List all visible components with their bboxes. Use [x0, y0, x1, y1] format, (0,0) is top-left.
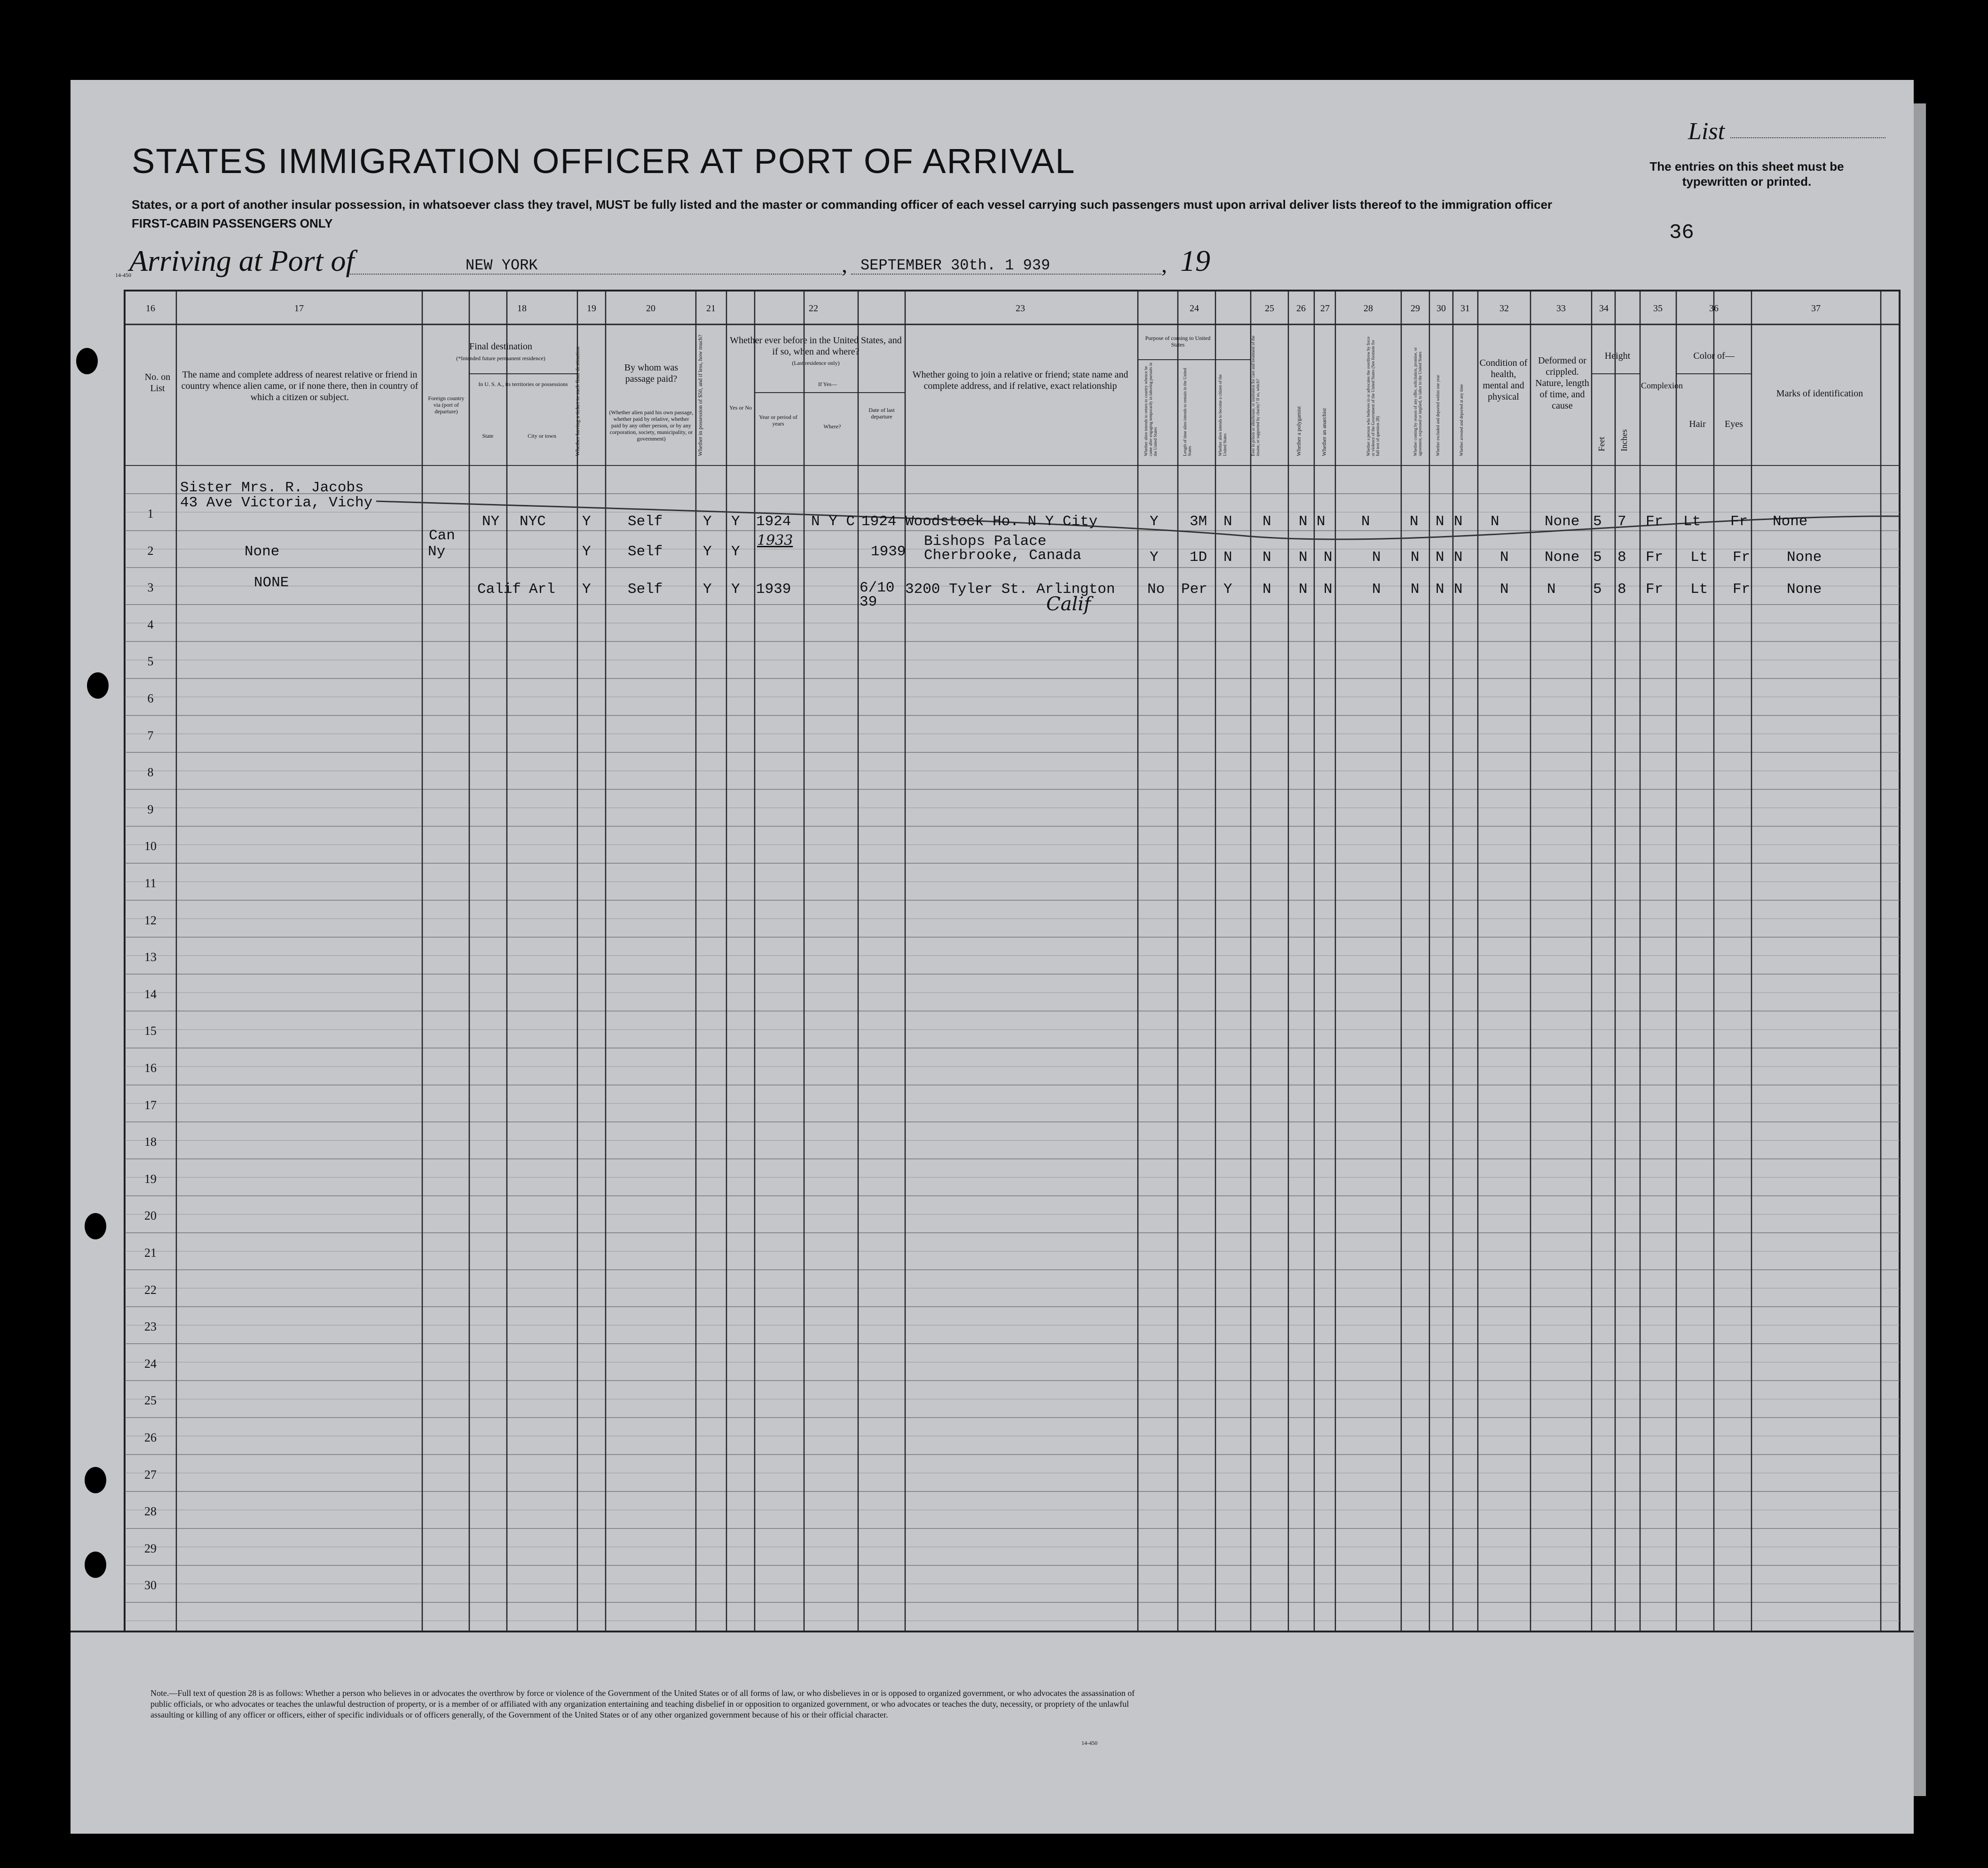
row3-paid: Self — [628, 581, 663, 598]
row-number: 24 — [144, 1356, 157, 1371]
row2-deformed: None — [1545, 549, 1580, 566]
row1-polygamist: N — [1299, 513, 1308, 530]
row2-prison: N — [1262, 549, 1271, 566]
column-number: 29 — [1411, 303, 1420, 314]
row3-inches: 8 — [1617, 581, 1626, 598]
row1-citizen: N — [1223, 513, 1232, 530]
row3-complexion: Fr — [1646, 581, 1664, 598]
column-number: 34 — [1599, 303, 1609, 314]
list-label: List — [1688, 118, 1725, 145]
arriving-label: Arriving at Port of — [129, 244, 355, 277]
row1-marks: None — [1773, 513, 1808, 530]
row1-q29: N — [1410, 513, 1419, 530]
header-ever-before-note: (Last residence only) — [792, 360, 840, 366]
row2-length: 1D — [1190, 549, 1207, 566]
header-q31: Whether arrested and deported at any time — [1459, 384, 1464, 456]
row2-health: N — [1500, 549, 1509, 566]
header-purpose-citizen: Whether alien intends to become a citizen of the United States — [1218, 374, 1227, 456]
header-purpose-return: Whether alien intends to return to country whence he came after engaging temporarily in laboring pursuits in the United States — [1144, 363, 1158, 456]
row2-q30: N — [1436, 549, 1444, 566]
row3-eyes: Fr — [1733, 581, 1751, 598]
row1-length: 3M — [1190, 513, 1207, 530]
row3-year: 1939 — [756, 581, 791, 598]
row-number: 3 — [147, 581, 154, 595]
column-number: 27 — [1320, 303, 1330, 314]
column-number: 25 — [1265, 303, 1274, 314]
column-number: 28 — [1364, 303, 1373, 314]
row2-relative: None — [245, 544, 280, 560]
row-number: 2 — [147, 544, 154, 558]
port-value: NEW YORK — [465, 257, 538, 274]
row-number: 17 — [144, 1098, 157, 1112]
row3-health: N — [1500, 581, 1509, 598]
row2-paid: Self — [628, 544, 663, 560]
column-number: 37 — [1811, 303, 1821, 314]
row2-citizen: N — [1223, 549, 1232, 566]
row-number: 1 — [147, 507, 154, 520]
row3-anarchist: N — [1324, 581, 1333, 598]
header-purpose-length: Length of time alien intends to remain in the United States — [1183, 368, 1192, 456]
header-ever-before: Whether ever before in the United States, and if so, when and where? — [730, 335, 902, 357]
row-number: 19 — [144, 1172, 157, 1186]
row1-city: NYC — [520, 513, 546, 530]
row3-possession: Y — [703, 581, 712, 598]
row3-q30: N — [1436, 581, 1444, 598]
row-number: 18 — [144, 1135, 157, 1149]
row2-feet: 5 — [1593, 549, 1602, 566]
row1-health: N — [1491, 513, 1499, 530]
comma: , — [842, 252, 847, 277]
row-number: 11 — [144, 876, 157, 890]
header-where: Where? — [823, 423, 841, 430]
row-number: 12 — [144, 913, 157, 927]
row1-prison: N — [1262, 513, 1271, 530]
row2-year-handwritten: 1933 — [757, 532, 793, 549]
row1-feet: 5 — [1593, 513, 1602, 530]
column-number: 33 — [1556, 303, 1566, 314]
row2-joining-line1: Bishops Palace — [924, 533, 1047, 550]
column-number: 23 — [1016, 303, 1025, 314]
column-number: 16 — [146, 303, 155, 314]
row-number: 23 — [144, 1320, 157, 1334]
row1-year: 1924 — [756, 513, 791, 530]
column-number: 31 — [1460, 303, 1470, 314]
comma: , — [1161, 252, 1167, 277]
row-number: 26 — [144, 1431, 157, 1444]
header-polygamist: Whether a polygamist — [1295, 406, 1302, 456]
row-number: 30 — [144, 1578, 157, 1592]
row2-ticket: Y — [582, 544, 591, 560]
class-line: FIRST-CABIN PASSENGERS ONLY — [132, 216, 333, 230]
header-prison: Ever in prison or almshouse, or institution for care and treatment of the insane, or supported by charity? If so, which? — [1251, 335, 1260, 456]
header-state: State — [482, 433, 494, 439]
footnote: Note.—Full text of question 28 is as follows: Whether a person who believes in or advocates the overthrow by force or violence of the Government of the United States or of all forms of law, or who disbelieves in or is opposed to organized government, or who advocates the assassination of public officials, or who advocates or teaches the unlawful destruction of property, or is a member of or affiliated with any organization entertaining and teaching disbelief in or opposition to organized government, or who advocates or teaches the duty, necessity, or propriety of the unlawful assaulting or killing of any officer or officers, either of specific individuals or of officers generally, of the Government of the United States or of any other organized government because of his or their official character. — [150, 1688, 1135, 1719]
row1-date-last: 1924 — [861, 513, 897, 530]
header-ticket: Whether having a ticket to such final destination — [574, 347, 581, 456]
row3-deformed: N — [1547, 581, 1556, 598]
row2-anarchist: N — [1324, 549, 1333, 566]
row-number: 9 — [147, 802, 154, 816]
row1-anarchist: N — [1317, 513, 1325, 530]
row-number: 20 — [144, 1209, 157, 1223]
row3-joining: 3200 Tyler St. Arlington — [905, 581, 1115, 598]
column-number: 22 — [809, 303, 818, 314]
header-if-yes: If Yes— — [818, 381, 837, 387]
row3-q31: N — [1454, 581, 1463, 598]
column-number: 30 — [1436, 303, 1446, 314]
row1-relative-name: Sister Mrs. R. Jacobs — [180, 480, 364, 496]
header-height: Height — [1604, 351, 1631, 361]
header-passage-paid: By whom was passage paid? — [624, 363, 678, 384]
row1-where: N Y C — [811, 513, 855, 530]
row-number: 15 — [144, 1024, 157, 1038]
row3-polygamist: N — [1299, 581, 1308, 598]
form-subtitle: States, or a port of another insular possession, in whatsoever class they travel, MUST be fully listed and the master or commanding officer of each vessel carrying such passengers must upon arrival deliver lists thereof to the immigration officer — [132, 197, 1553, 212]
row2-q29: N — [1411, 549, 1420, 566]
header-final-destination: Final destination — [469, 341, 532, 352]
row3-q29: N — [1411, 581, 1420, 598]
header-health: Condition of health, mental and physical — [1479, 358, 1528, 402]
row-number: 7 — [147, 728, 154, 742]
row-number: 28 — [144, 1505, 157, 1519]
row1-q28: N — [1361, 513, 1370, 530]
header-in-usa: In U. S. A., its territories or possessions — [478, 381, 568, 387]
header-marks: Marks of identification — [1776, 388, 1863, 399]
column-number: 21 — [706, 303, 716, 314]
row1-state: NY — [482, 513, 500, 530]
form-title: STATES IMMIGRATION OFFICER AT PORT OF ARRIVAL — [132, 142, 1076, 181]
row-number: 21 — [144, 1246, 157, 1260]
column-number: 36 — [1709, 303, 1719, 314]
row1-paid: Self — [628, 513, 663, 530]
row-number: 25 — [144, 1394, 157, 1408]
column-number: 18 — [517, 303, 527, 314]
row2-q31: N — [1454, 549, 1463, 566]
column-number: 17 — [294, 303, 304, 314]
column-number: 26 — [1296, 303, 1306, 314]
row1-q30: N — [1436, 513, 1444, 530]
row2-ever-before: Y — [731, 544, 740, 560]
row-number: 5 — [147, 654, 154, 669]
row1-joining: Woodstock Ho. N Y City — [905, 513, 1098, 530]
header-year-period: Year or period of years — [759, 414, 797, 427]
row-number: 13 — [144, 950, 157, 964]
row2-date-last: 1939 — [871, 544, 906, 560]
row-number: 22 — [144, 1283, 157, 1297]
row-number: 16 — [144, 1061, 157, 1075]
row3-ticket: Y — [582, 581, 591, 598]
column-number: 20 — [646, 303, 655, 314]
header-foreign-country: Foreign country via (port of departure) — [428, 395, 465, 415]
row2-q28: N — [1372, 549, 1381, 566]
row3-hair: Lt — [1690, 581, 1708, 598]
row1-relative-address: 43 Ave Victoria, Vichy — [180, 495, 373, 511]
row1-hair: Lt — [1683, 513, 1701, 530]
row1-possession: Y — [703, 513, 712, 530]
row3-city: Arl — [529, 581, 555, 598]
row1-ticket: Y — [582, 513, 591, 530]
row2-foreign: Ny — [428, 544, 446, 560]
footer-mark: 14-450 — [1081, 1740, 1097, 1746]
row2-inches: 8 — [1617, 549, 1626, 566]
row1-q31: N — [1454, 513, 1463, 530]
row3-feet: 5 — [1593, 581, 1602, 598]
row-number: 8 — [147, 765, 154, 780]
row3-marks: None — [1787, 581, 1822, 598]
row-number: 29 — [144, 1541, 157, 1555]
header-purpose: Purpose of coming to United States — [1145, 335, 1211, 348]
header-passage-note: (Whether alien paid his own passage, whether paid by relative, whether paid by any other person, or by any corporation, society, municipality, or government) — [609, 409, 694, 442]
row3-citizen: Y — [1223, 581, 1232, 598]
sheet-number: 36 — [1669, 221, 1694, 244]
header-deformed: Deformed or crippled. Nature, length of time, and cause — [1535, 355, 1589, 411]
form-mark: 14-450 — [115, 272, 131, 278]
row3-joining-handwritten: Calif — [1046, 593, 1091, 615]
header-hair: Hair — [1689, 419, 1706, 429]
row1-purpose: Y — [1150, 513, 1159, 530]
row-number: 4 — [147, 617, 154, 631]
header-joining: Whether going to join a relative or friend; state name and complete address, and if relative, exact relationship — [912, 370, 1128, 391]
header-color-of: Color of— — [1693, 351, 1735, 361]
header-q28: Whether a person who believes in or advocates the overthrow by force or violence of the Government of the United States (See footnote for full text of question 28) — [1366, 336, 1380, 456]
row-number: 10 — [144, 839, 157, 853]
row2-complexion: Fr — [1646, 549, 1664, 566]
row1-deformed: None — [1545, 513, 1580, 530]
row-number: 14 — [144, 987, 157, 1001]
column-number: 24 — [1190, 303, 1199, 314]
row1-eyes: Fr — [1730, 513, 1748, 530]
row1-inches: 7 — [1617, 513, 1626, 530]
arrival-date: SEPTEMBER 30th. 1 939 — [860, 257, 1050, 274]
row2-eyes: Fr — [1733, 549, 1751, 566]
row1-ever-before: Y — [731, 513, 740, 530]
row2-polygamist: N — [1299, 549, 1308, 566]
header-yes-no: Yes or No — [729, 404, 752, 411]
row3-length: Per — [1181, 581, 1207, 598]
row3-purpose: No — [1147, 581, 1165, 598]
column-number: 35 — [1653, 303, 1663, 314]
header-final-destination-note: (*Intended future permanent residence) — [456, 355, 545, 362]
row3-state: Calif — [477, 581, 521, 598]
year-prefix: 19 — [1180, 244, 1210, 277]
row3-q28: N — [1372, 581, 1381, 598]
row-number: 27 — [144, 1467, 157, 1482]
row1-complexion: Fr — [1646, 513, 1664, 530]
header-complexion: Complexion — [1641, 381, 1683, 390]
row3-relative: NONE — [254, 575, 289, 591]
header-nearest-relative: The name and complete address of nearest relative or friend in country whence alien came, or if none there, then in country of which a citizen or subject. — [181, 370, 418, 402]
header-anarchist: Whether an anarchist — [1321, 408, 1327, 456]
row1-foreign: Can — [429, 528, 455, 544]
row3-ever-before: Y — [731, 581, 740, 598]
header-no-on-list: No. on List — [144, 372, 171, 394]
header-inches: Inches — [1619, 429, 1629, 451]
column-number: 32 — [1499, 303, 1509, 314]
row3-prison: N — [1262, 581, 1271, 598]
header-q29: Whether coming by reason of any offer, solicitation, promise, or agreement, expressed or implied, to labor in the United States — [1413, 347, 1422, 456]
row3-date-last: 6/10 39 — [860, 580, 895, 610]
row-number: 6 — [147, 692, 154, 705]
header-city: City or town — [528, 433, 556, 439]
row2-purpose: Y — [1150, 549, 1159, 566]
header-feet: Feet — [1597, 437, 1606, 451]
row2-marks: None — [1787, 549, 1822, 566]
row2-hair: Lt — [1690, 549, 1708, 566]
header-eyes: Eyes — [1725, 419, 1743, 429]
header-possession: Whether in possession of $50, and if less, how much? — [697, 334, 703, 456]
header-q30: Whether excluded and deported within one year — [1436, 375, 1440, 456]
header-date-last: Date of last departure — [868, 407, 895, 420]
row2-joining-line2: Cherbrooke, Canada — [924, 547, 1081, 564]
row2-possession: Y — [703, 544, 712, 560]
column-number: 19 — [587, 303, 596, 314]
typewritten-instruction: The entries on this sheet must be typewritten or printed. — [1649, 159, 1844, 189]
